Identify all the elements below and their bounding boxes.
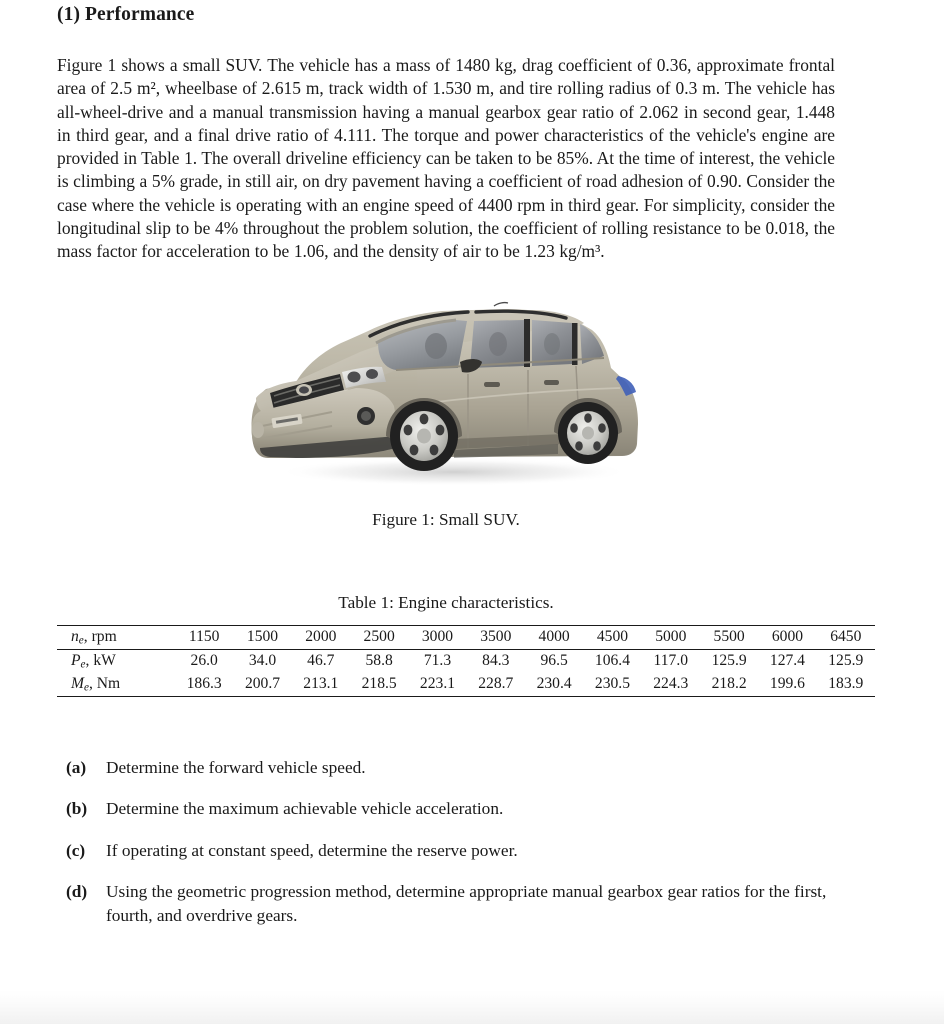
table-caption: Table 1: Engine characteristics. xyxy=(338,592,554,612)
question-text-d: Using the geometric progression method, determine appropriate manual gearbox gear ratios for the first, fourth, and overdrive gears. xyxy=(106,882,827,925)
table-row-power xyxy=(57,649,875,673)
cell: 4500 xyxy=(583,625,641,649)
figure-caption: Figure 1: Small SUV. xyxy=(372,509,520,529)
cell: 106.4 xyxy=(583,649,641,673)
symbol-pe: $P_e$ xyxy=(71,652,86,671)
cell: 34.0 xyxy=(233,649,291,673)
cell: 218.5 xyxy=(350,673,408,697)
suv-photo xyxy=(236,290,656,492)
front-hub xyxy=(417,428,431,443)
rear-hub xyxy=(582,426,594,439)
cell: 186.3 xyxy=(175,673,233,697)
cell: 6000 xyxy=(758,625,816,649)
cell: 228.7 xyxy=(467,673,525,697)
question-marker-b: (b) xyxy=(66,799,88,819)
cell: 125.9 xyxy=(817,649,875,673)
question-text-a: Determine the forward vehicle speed. xyxy=(106,757,366,777)
figure-block xyxy=(57,290,835,492)
question-text-b: Determine the maximum achievable vehicle acceleration. xyxy=(106,799,504,819)
brand-badge-inner xyxy=(299,386,309,393)
cell: 5500 xyxy=(700,625,758,649)
unit-kw: , kW xyxy=(85,652,116,670)
cell: 4000 xyxy=(525,625,583,649)
question-text-c: If operating at constant speed, determine the reserve power. xyxy=(106,840,518,860)
cell: 1150 xyxy=(175,625,233,649)
row-label-engine-torque xyxy=(57,673,175,697)
cell: 200.7 xyxy=(233,673,291,697)
cell: 3500 xyxy=(467,625,525,649)
cell: 71.3 xyxy=(408,649,466,673)
question-item-a xyxy=(57,756,857,780)
question-marker-a: (a) xyxy=(66,757,87,777)
ground-shadow xyxy=(278,458,630,486)
headlamp-projector-1 xyxy=(348,371,361,382)
cell: 230.4 xyxy=(525,673,583,697)
cell: 223.1 xyxy=(408,673,466,697)
cell: 26.0 xyxy=(175,649,233,673)
b-pillar xyxy=(524,319,530,367)
door-handle-rear xyxy=(544,380,559,385)
suv-illustration xyxy=(236,290,656,492)
symbol-me: $M_e$ xyxy=(71,675,89,694)
question-marker-c: (c) xyxy=(66,840,86,860)
cell: 2000 xyxy=(292,625,350,649)
door-handle-front xyxy=(484,382,500,387)
cell: 6450 xyxy=(817,625,875,649)
document-content xyxy=(57,0,877,945)
headrest-front xyxy=(425,333,447,359)
engine-characteristics-table xyxy=(57,625,875,697)
symbol-ne: $n_e$ xyxy=(71,628,84,647)
question-item-b xyxy=(57,797,857,821)
cell: 218.2 xyxy=(700,673,758,697)
question-list xyxy=(57,756,857,928)
unit-nm: , Nm xyxy=(88,675,121,693)
cell: 58.8 xyxy=(350,649,408,673)
question-item-d xyxy=(57,880,857,927)
cell: 117.0 xyxy=(642,649,700,673)
question-marker-d: (d) xyxy=(66,882,88,902)
page-title: (1) Performance xyxy=(57,4,195,25)
cell: 2500 xyxy=(350,625,408,649)
cell: 199.6 xyxy=(758,673,816,697)
fog-lamp xyxy=(361,411,371,421)
cell: 84.3 xyxy=(467,649,525,673)
cell: 127.4 xyxy=(758,649,816,673)
problem-statement-text: Figure 1 shows a small SUV. The vehicle has a mass of 1480 kg, drag coefficient of 0.36, approximate frontal area of 2.5 m², wheelbase of 2.615 m, track width of 1.530 m, and tire rolling radius of 0.3 m. The vehicle has all-wheel-drive and a manual transmission having a manual gearbox gear ratio of 2.062 in second gear, 1.448 in third gear, and a final drive ratio of 4.111. The torque and power characteristics of the vehicle's engine are provided in Table 1. The overall driveline efficiency can be taken to be 85%. At the time of interest, the vehicle is climbing a 5% grade, in still air, on dry pavement having a coefficient of road adhesion of 0.90. Consider the case where the vehicle is operating with an engine speed of 4400 rpm in third gear. For simplicity, consider the longitudinal slip to be 4% throughout the problem solution, the coefficient of rolling resistance to be 0.018, the mass factor for acceleration to be 1.06, and the density of air to be 1.23 kg/m³. xyxy=(57,55,835,262)
cell: 183.9 xyxy=(817,673,875,697)
cell: 1500 xyxy=(233,625,291,649)
row-label-engine-power xyxy=(57,649,175,673)
cell: 224.3 xyxy=(642,673,700,697)
unit-rpm: , rpm xyxy=(83,628,117,646)
cell: 46.7 xyxy=(292,649,350,673)
bumper-corner xyxy=(252,422,264,438)
table-row-speed xyxy=(57,625,875,649)
page-bottom-shadow xyxy=(0,990,944,1024)
question-item-c xyxy=(57,839,857,863)
cell: 5000 xyxy=(642,625,700,649)
cell: 3000 xyxy=(408,625,466,649)
roof-antenna xyxy=(494,302,508,305)
headlamp-projector-2 xyxy=(366,369,378,379)
table-row-torque xyxy=(57,673,875,697)
problem-statement-paragraph xyxy=(57,54,835,264)
headrest-third xyxy=(544,333,560,355)
cell: 230.5 xyxy=(583,673,641,697)
cell: 96.5 xyxy=(525,649,583,673)
row-label-engine-speed xyxy=(57,625,175,649)
cell: 213.1 xyxy=(292,673,350,697)
headrest-rear xyxy=(489,332,507,356)
cell: 125.9 xyxy=(700,649,758,673)
